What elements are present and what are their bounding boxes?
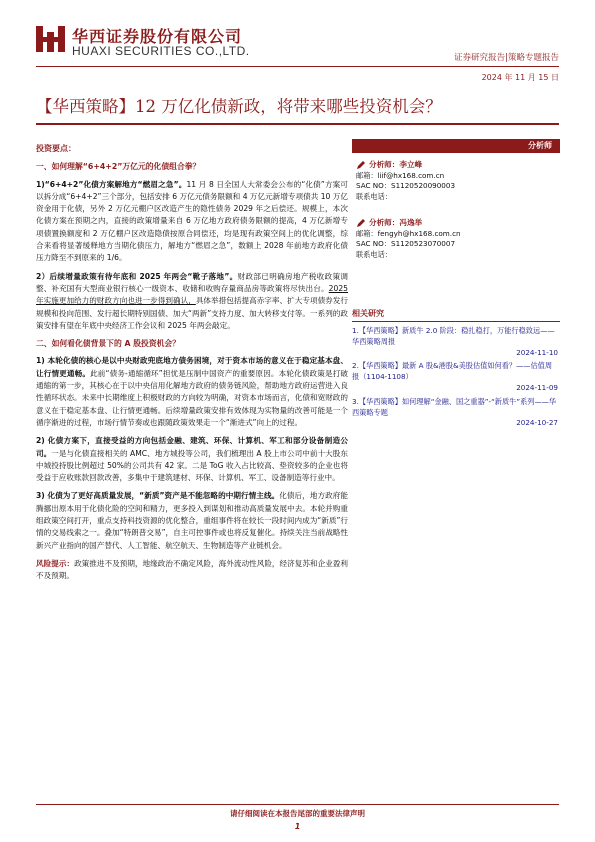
paragraph-4-body: 一是与化债直接相关的 AMC、地方城投等公司，我们梳理出 A 股上市公司中前十大股东中城投持股比例超过 50%的公司共有 42 家。二是 ToG 收入占比较高、垫资较多的企业也将受益于应收账款回款改善，多集中于建筑建材、环保、计算机、军工、设备制造等行业中。 <box>36 448 348 483</box>
analyst-header-label: 分析师 <box>528 141 552 150</box>
paragraph-1 <box>36 179 348 265</box>
report-type: 证券研究报告|策略专题报告 <box>454 53 559 63</box>
paragraph-2-body-2: 具体举措包括提高赤字率、扩大专项债券发行规模和投向范围、发行超长期特别国债、加大“两新”支持力度、加大转移支付等。一系列的政策安排有望在年底中央经济工作会议和 2025 年两会敲定。 <box>36 296 348 330</box>
analyst-card <box>356 218 556 260</box>
related-item-date: 2024-11-09 <box>516 382 558 392</box>
risk-body: 政策推进不及预期，地缘政治不确定风险，海外流动性风险，经济复苏和企业盈利不及预期。 <box>36 558 349 581</box>
analyst-sac: SAC NO：S1120520090003 <box>356 181 456 191</box>
related-item[interactable] <box>352 326 558 358</box>
analyst-email[interactable]: 邮箱：fengyh@hx168.com.cn <box>356 228 461 238</box>
page-number: 1 <box>294 822 301 831</box>
paragraph-5-lead: 3) 化债为了更好高质量发展，“新质”资产是不能忽略的中期行情主线。 <box>36 491 280 501</box>
related-item-date: 2024-11-10 <box>516 347 558 357</box>
paragraph-2-lead: 2）后续增量政策有待年底和 2025 年两会“靴子落地”。 <box>36 271 238 281</box>
related-divider <box>352 321 560 322</box>
report-date: 2024 年 11 月 15 日 <box>481 73 559 82</box>
key-points-label: 投资要点： <box>36 144 76 153</box>
footer-divider <box>36 804 559 805</box>
section-heading-1: 一、如何理解“6+4+2”万亿元的化债组合拳？ <box>36 162 201 172</box>
paragraph-3-body: 此前“债务-通缩循环”担忧是压制中国资产的重要原因。本轮化债政策是打破通缩的第一步，其核心在于以中央信用化解地方政府的债务链风险，帮助地方政府运营进入良性循环状态。未来中长期维度上积极财政的方向较为明确，对资本市场而言，化债和宽财政的意义在于稳定基本盘、让行情更通畅。后续增量政策安排有效体现为实物量的改善可能是一个循序渐进的过程，市场行情节奏或也跟随政策效果走一个“渐进式”向上的过程。 <box>36 368 349 427</box>
analyst-phone: 联系电话： <box>356 191 392 201</box>
main-content <box>36 143 348 589</box>
analyst-card <box>356 160 556 202</box>
related-research-header: 相关研究 <box>352 309 384 318</box>
analyst-name: 分析师：李立峰 <box>369 160 423 169</box>
paragraph-4 <box>36 435 348 484</box>
paragraph-5 <box>36 490 348 551</box>
analyst-phone: 联系电话： <box>356 249 392 259</box>
company-name-en: HUAXI SECURITIES CO.,LTD. <box>72 44 250 58</box>
report-title: 【华西策略】12 万亿化债新政，将带来哪些投资机会？ <box>36 97 442 116</box>
paragraph-1-lead: 1)“6+4+2”化债方案解地方“燃眉之急”。 <box>36 179 187 189</box>
analyst-sac: SAC NO：S1120523070007 <box>356 239 456 249</box>
pen-icon <box>356 160 366 170</box>
risk-label: 风险提示： <box>36 558 75 568</box>
paragraph-5-body: 化债后，地方政府能腾挪出原本用于化债化险的空间和精力，更多投入到谋划和推动高质量发展中去。本轮并购重组政策空间打开，重点支持科技资源的优化整合，重组事件将在较长一段时间内成为“新质”行情的交易线索之一。叠加“特朗普交易”，自主可控事件或也将反复催化。持续关注当前战略性新兴产业指向的国产替代、人工智能、航空航天、生物制造等产业链机会。 <box>36 491 348 550</box>
related-item-text[interactable]: 1.【华西策略】新质牛 2.0 阶段：稳扎稳打，万能行稳致远——华西策略周报 <box>352 326 555 346</box>
related-item[interactable] <box>352 397 558 429</box>
company-name-cn: 华西证券股份有限公司 <box>72 27 243 46</box>
paragraph-1-body: 11 月 8 日全国人大常委会公布的“化债”方案可以拆分成“6+4+2”三个部分，包括安排 6 万亿元债务限额和 4 万亿元新增专项债共 10 万亿资金用于化债，另外 2 万亿元棚户区改造产生的隐性债务 2029 年之后偿还。规模上，本次化债方案在预期之内，直接的政策增量来自 6 万亿地方政府债务限额的提高，4 万亿新增专项债置换额度和 2 万亿棚户区改造隐债按原合同偿还，均是现有政策空间上的优化调整，综合来看将显著缓释地方当期化债压力，解地方“燃眉之急”，数额上 2028 年前地方政府化债压力降至不到原来的 1/6。 <box>36 179 348 263</box>
analyst-email[interactable]: 邮箱：liif@hx168.com.cn <box>356 170 445 180</box>
analyst-name: 分析师：冯逸举 <box>369 218 423 227</box>
title-divider <box>36 123 559 125</box>
related-item[interactable] <box>352 361 558 393</box>
legal-notice: 请仔细阅读在本报告尾部的重要法律声明 <box>230 809 365 818</box>
huaxi-logo-icon <box>36 24 66 54</box>
paragraph-3-lead: 1) 本轮化债的核心是以中央财政兜底地方债务困境，对于资本市场的意义在于稳定基本盘、让行情更通畅。 <box>36 356 348 378</box>
section-heading-2: 二、如何看化债背景下的 A 股投资机会？ <box>36 339 181 349</box>
paragraph-3 <box>36 355 348 429</box>
analyst-header <box>352 139 560 153</box>
paragraph-2 <box>36 271 348 332</box>
related-item-date: 2024-10-27 <box>516 418 558 428</box>
related-research-list <box>352 326 558 432</box>
header-divider <box>36 66 559 67</box>
risk-warning <box>36 558 348 583</box>
paragraph-2-body: 财政部已明确房地产税收政策调整、补充国有大型商业银行核心一级资本、收储和收购存量商品房等政策将尽快出台。 <box>36 271 349 293</box>
pen-icon <box>356 218 366 228</box>
related-item-text[interactable]: 3.【华西策略】如何理解“金融、国之重器”-“新质牛”系列——华西策略专题 <box>352 396 557 417</box>
paragraph-4-lead: 2) 化债方案下，直接受益的方向包括金融、建筑、环保、计算机、军工和部分设备制造公司。 <box>36 436 348 458</box>
paragraph-2-underlined: 2025 年实施更加给力的财政方向也进一步得到确认， <box>36 283 348 306</box>
related-item-text[interactable]: 2.【华西策略】最新 A 股&港股&美股估值如何看？——估值周报（1104-1108） <box>352 361 553 382</box>
